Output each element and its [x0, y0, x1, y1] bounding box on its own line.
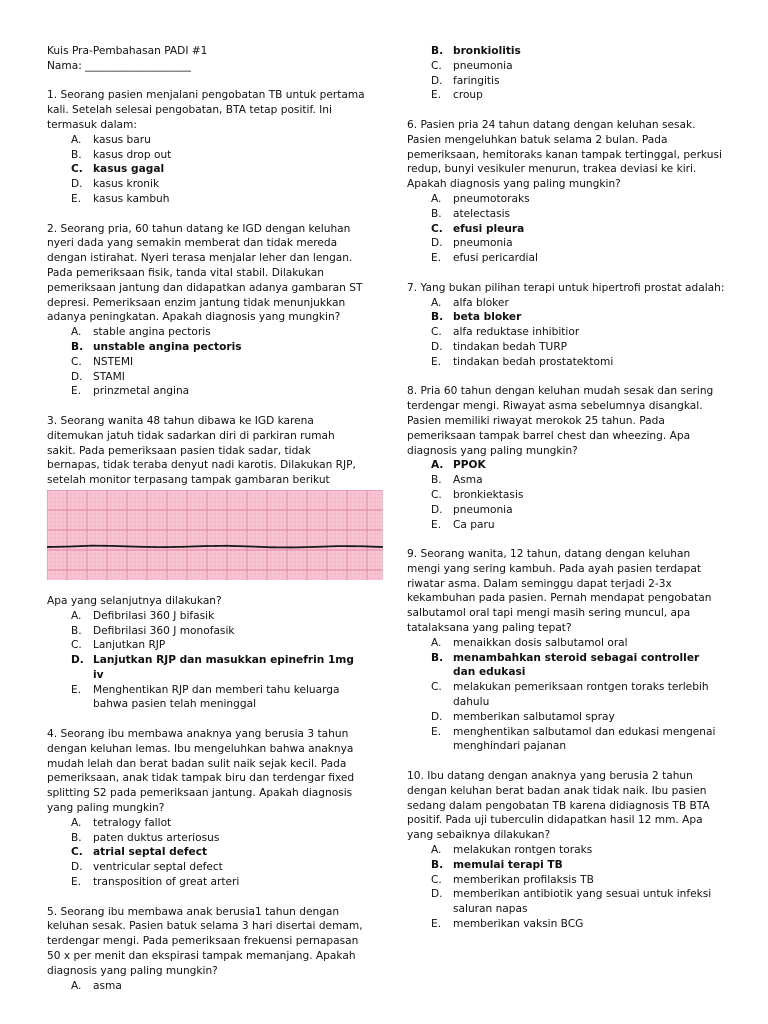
question-text: 6. Pasien pria 24 tahun datang dengan keluhan sesak. Pasien mengeluhkan batuk selama 2 bulan. Pada pemeriksaan, hemitoraks kanan tampak tertinggal, perkusi redup, bunyi vesikuler menurun, trakea deviasi ke kiri. Apakah diagnosis yang paling mungkin? — [407, 118, 722, 191]
option-c-answer[interactable]: C. efusi pleura — [431, 222, 525, 235]
option-a-answer[interactable]: A. PPOK — [431, 459, 486, 472]
option-d[interactable]: D. memberikan antibiotik yang sesuai untuk infeksi saluran napas — [431, 888, 712, 916]
option-e[interactable]: E. tindakan bedah prostatektomi — [431, 355, 614, 368]
option-e[interactable]: E. kasus kambuh — [71, 192, 170, 205]
option-b-answer[interactable]: B. menambahkan steroid sebagai controller dan edukasi — [431, 651, 700, 679]
question-7 — [407, 281, 725, 370]
question-text: 10. Ibu datang dengan anaknya yang berusia 2 tahun dengan keluhan berat badan anak tidak naik. Ibu pasien sedang dalam pengobatan TB karena didiagnosis TB BTA positif. Pada uji tuberculin didapatkan hasil 12 mm. Apa yang sebaiknya dilakukan? — [407, 770, 710, 842]
option-list — [47, 609, 365, 713]
option-list — [407, 458, 725, 532]
option-b[interactable]: B. paten duktus arteriosus — [71, 831, 220, 844]
option-e[interactable]: E. Menghentikan RJP dan memberi tahu keluarga bahwa pasien telah meninggal — [71, 683, 340, 711]
name-field-label: Nama: ____________________ — [47, 59, 192, 72]
option-d[interactable]: D. tindakan bedah TURP — [431, 340, 568, 353]
option-c[interactable]: C. bronkiektasis — [431, 488, 524, 501]
option-b-answer[interactable]: B. beta bloker — [431, 311, 522, 324]
option-c[interactable]: C. pneumonia — [431, 59, 513, 72]
ecg-flatline-tracing — [47, 490, 383, 580]
quiz-title: Kuis Pra-Pembahasan PADI #1 — [47, 45, 208, 57]
left-column — [47, 0, 365, 993]
question-text: 9. Seorang wanita, 12 tahun, datang dengan keluhan mengi yang sering kambuh. Pada ayah pasien terdapat riwatar asma. Dalam seminggu dapat terjadi 2-3x kekambuhan pada pasien. Pernah mendapat pengobatan salbutamol oral tapi mengi masih sering muncul, apa tatalaksana yang paling tepat? — [407, 548, 712, 635]
question-text: 8. Pria 60 tahun dengan keluhan mudah sesak dan sering terdengar mengi. Riwayat asma sebelumnya disangkal. Pasien memiliki riwayat merokok 25 tahun. Pada pemeriksaan tampak barrel chest dan wheezing. Apa diagnosis yang paling mungkin? — [407, 385, 714, 457]
option-c[interactable]: C. melakukan pemeriksaan rontgen toraks terlebih dahulu — [431, 681, 709, 709]
option-list — [407, 636, 725, 754]
option-d[interactable]: D. memberikan salbutamol spray — [431, 710, 615, 723]
option-d[interactable]: D. pneumonia — [431, 503, 513, 516]
option-a[interactable]: A. kasus baru — [71, 133, 151, 146]
option-list — [407, 296, 725, 370]
question-10 — [407, 769, 725, 932]
option-list — [407, 192, 725, 266]
option-a[interactable]: A. Defibrilasi 360 J bifasik — [71, 609, 215, 622]
option-a[interactable]: A. alfa bloker — [431, 296, 509, 309]
option-e[interactable]: E. menghentikan salbutamol dan edukasi mengenai menghindari pajanan — [431, 725, 716, 753]
option-e[interactable]: E. memberikan vaksin BCG — [431, 918, 584, 931]
option-c-answer[interactable]: C. kasus gagal — [71, 163, 165, 176]
option-list — [47, 979, 365, 994]
option-e[interactable]: E. prinzmetal angina — [71, 385, 190, 398]
question-text: 5. Seorang ibu membawa anak berusia1 tahun dengan keluhan sesak. Pasien batuk selama 3 hari disertai demam, terdengar mengi. Pada pemeriksaan frekuensi pernapasan 50 x per menit dan ekspirasi tampak memanjang. Apakah diagnosis yang paling mungkin? — [47, 905, 363, 977]
question-3 — [47, 414, 365, 712]
option-c[interactable]: C. alfa reduktase inhibitior — [431, 326, 580, 339]
option-e[interactable]: E. efusi pericardial — [431, 252, 538, 265]
option-b[interactable]: B. atelectasis — [431, 207, 511, 220]
question-1 — [47, 88, 365, 206]
ecg-strip — [47, 490, 365, 580]
option-c-answer[interactable]: C. atrial septal defect — [71, 846, 208, 859]
question-5 — [47, 905, 365, 994]
option-a[interactable]: A. asma — [71, 979, 122, 992]
question-2 — [47, 222, 365, 400]
option-d-answer[interactable]: D. Lanjutkan RJP dan masukkan epinefrin 1mg iv — [71, 654, 354, 681]
option-c[interactable]: C. NSTEMI — [71, 355, 134, 368]
option-list — [47, 133, 365, 207]
option-b-answer[interactable]: B. unstable angina pectoris — [71, 340, 242, 353]
option-a[interactable]: A. melakukan rontgen toraks — [431, 844, 593, 857]
question-text: 7. Yang bukan pilihan terapi untuk hipertrofi prostat adalah: — [407, 281, 725, 294]
question-text: 3. Seorang wanita 48 tahun dibawa ke IGD karena ditemukan jatuh tidak sadarkan diri di parkiran rumah sakit. Pada pemeriksaan pasien tidak sadar, tidak bernapas, tidak teraba denyut nadi karotis. Dilakukan RJP, setelah monitor terpasang tampak gambaran berikut — [47, 414, 356, 487]
question-followup: Apa yang selanjutnya dilakukan? — [47, 594, 222, 607]
question-5-options-continued — [407, 44, 725, 103]
option-b[interactable]: B. Asma — [431, 474, 483, 487]
option-e[interactable]: E. Ca paru — [431, 518, 495, 531]
option-list — [47, 325, 365, 399]
option-c[interactable]: C. memberikan profilaksis TB — [431, 873, 594, 886]
option-b[interactable]: B. Defibrilasi 360 J monofasik — [71, 624, 235, 637]
option-c[interactable]: C. Lanjutkan RJP — [71, 639, 166, 652]
question-text: 1. Seorang pasien menjalani pengobatan TB untuk pertama kali. Setelah selesai pengobatan, BTA tetap positif. Ini termasuk dalam: — [47, 89, 365, 131]
question-text: 2. Seorang pria, 60 tahun datang ke IGD dengan keluhan nyeri dada yang semakin memberat dan tidak mereda dengan istirahat. Nyeri terasa menjalar leher dan lengan. Pada pemeriksaan fisik, tanda vital stabil. Dilakukan pemeriksaan jantung dan didapatkan adanya gambaran ST depresi. Pemeriksaan enzim jantung tidak menunjukkan adanya peningkatan. Apakah diagnosis yang mungkin? — [47, 222, 363, 324]
question-6 — [407, 118, 725, 266]
option-d[interactable]: D. STAMI — [71, 370, 125, 383]
question-9 — [407, 547, 725, 754]
option-list — [47, 816, 365, 890]
option-a[interactable]: A. menaikkan dosis salbutamol oral — [431, 636, 628, 649]
option-b-answer[interactable]: B. bronkiolitis — [431, 45, 521, 57]
option-e[interactable]: E. croup — [431, 89, 483, 102]
option-d[interactable]: D. kasus kronik — [71, 178, 160, 191]
option-a[interactable]: A. stable angina pectoris — [71, 326, 211, 339]
option-a[interactable]: A. tetralogy fallot — [71, 816, 172, 829]
option-b[interactable]: B. kasus drop out — [71, 148, 172, 161]
question-text: 4. Seorang ibu membawa anaknya yang berusia 3 tahun dengan keluhan lemas. Ibu mengeluhkan bahwa anaknya mudah lelah dan berat badan sulit naik sejak kecil. Pada pemeriksaan, anak tidak tampak biru dan terdengar fixed splitting S2 pada pemeriksaan jantung. Apakah diagnosis yang paling mungkin? — [47, 728, 355, 815]
option-b-answer[interactable]: B. memulai terapi TB — [431, 858, 563, 871]
option-d[interactable]: D. ventricular septal defect — [71, 861, 223, 874]
option-d[interactable]: D. pneumonia — [431, 237, 513, 250]
right-column — [407, 0, 725, 932]
question-8 — [407, 384, 725, 532]
option-d[interactable]: D. faringitis — [431, 74, 500, 87]
question-4 — [47, 727, 365, 890]
option-list — [407, 843, 725, 932]
option-a[interactable]: A. pneumotoraks — [431, 192, 530, 205]
option-e[interactable]: E. transposition of great arteri — [71, 876, 240, 889]
